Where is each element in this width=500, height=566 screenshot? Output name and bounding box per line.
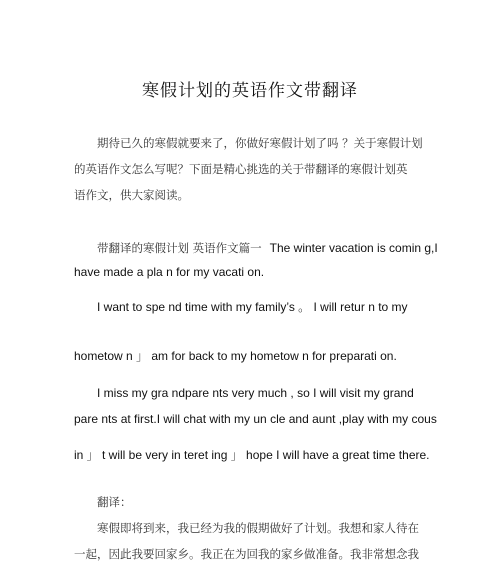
english-line: I miss my gra ndpare nts very much , so I will visit my grand [97,386,414,400]
translation-line: 一起，因此我要回家乡。我正在为回我的家乡做准备。我非常想念我 [74,547,419,561]
section-heading-zh: 带翻译的寒假计划 英语作文篇一 [97,241,262,255]
translation-label: 翻译： [97,495,132,509]
translation-line: 寒假即将到来，我已经为我的假期做好了计划。我想和家人待在 [97,521,419,535]
section-heading-en: The winter vacation is comin g,I [269,241,438,255]
intro-line: 期待已久的寒假就要来了，你做好寒假计划了吗 ？关于寒假计划 [97,136,423,150]
english-line: I want to spe nd time with my family’s 。 I will retur n to my [97,300,408,314]
english-line: have made a pla n for my vacati on. [74,265,265,279]
intro-line: 语作文，供大家阅读。 [74,188,189,202]
section-heading [97,239,438,257]
english-line: pare nts at first.I will chat with my un cle and aunt ,play with my cous [74,412,437,426]
english-line: hometow n 」 am for back to my hometow n for preparati on. [74,349,397,363]
document-title: 寒假计划的英语作文带翻译 [142,81,358,101]
intro-line: 的英语作文怎么写呢？下面是精心挑选的关于带翻译的寒假计划英 [74,162,408,176]
english-line: in 」 t will be very in teret ing 」 hope I will have a great time there. [74,448,430,462]
